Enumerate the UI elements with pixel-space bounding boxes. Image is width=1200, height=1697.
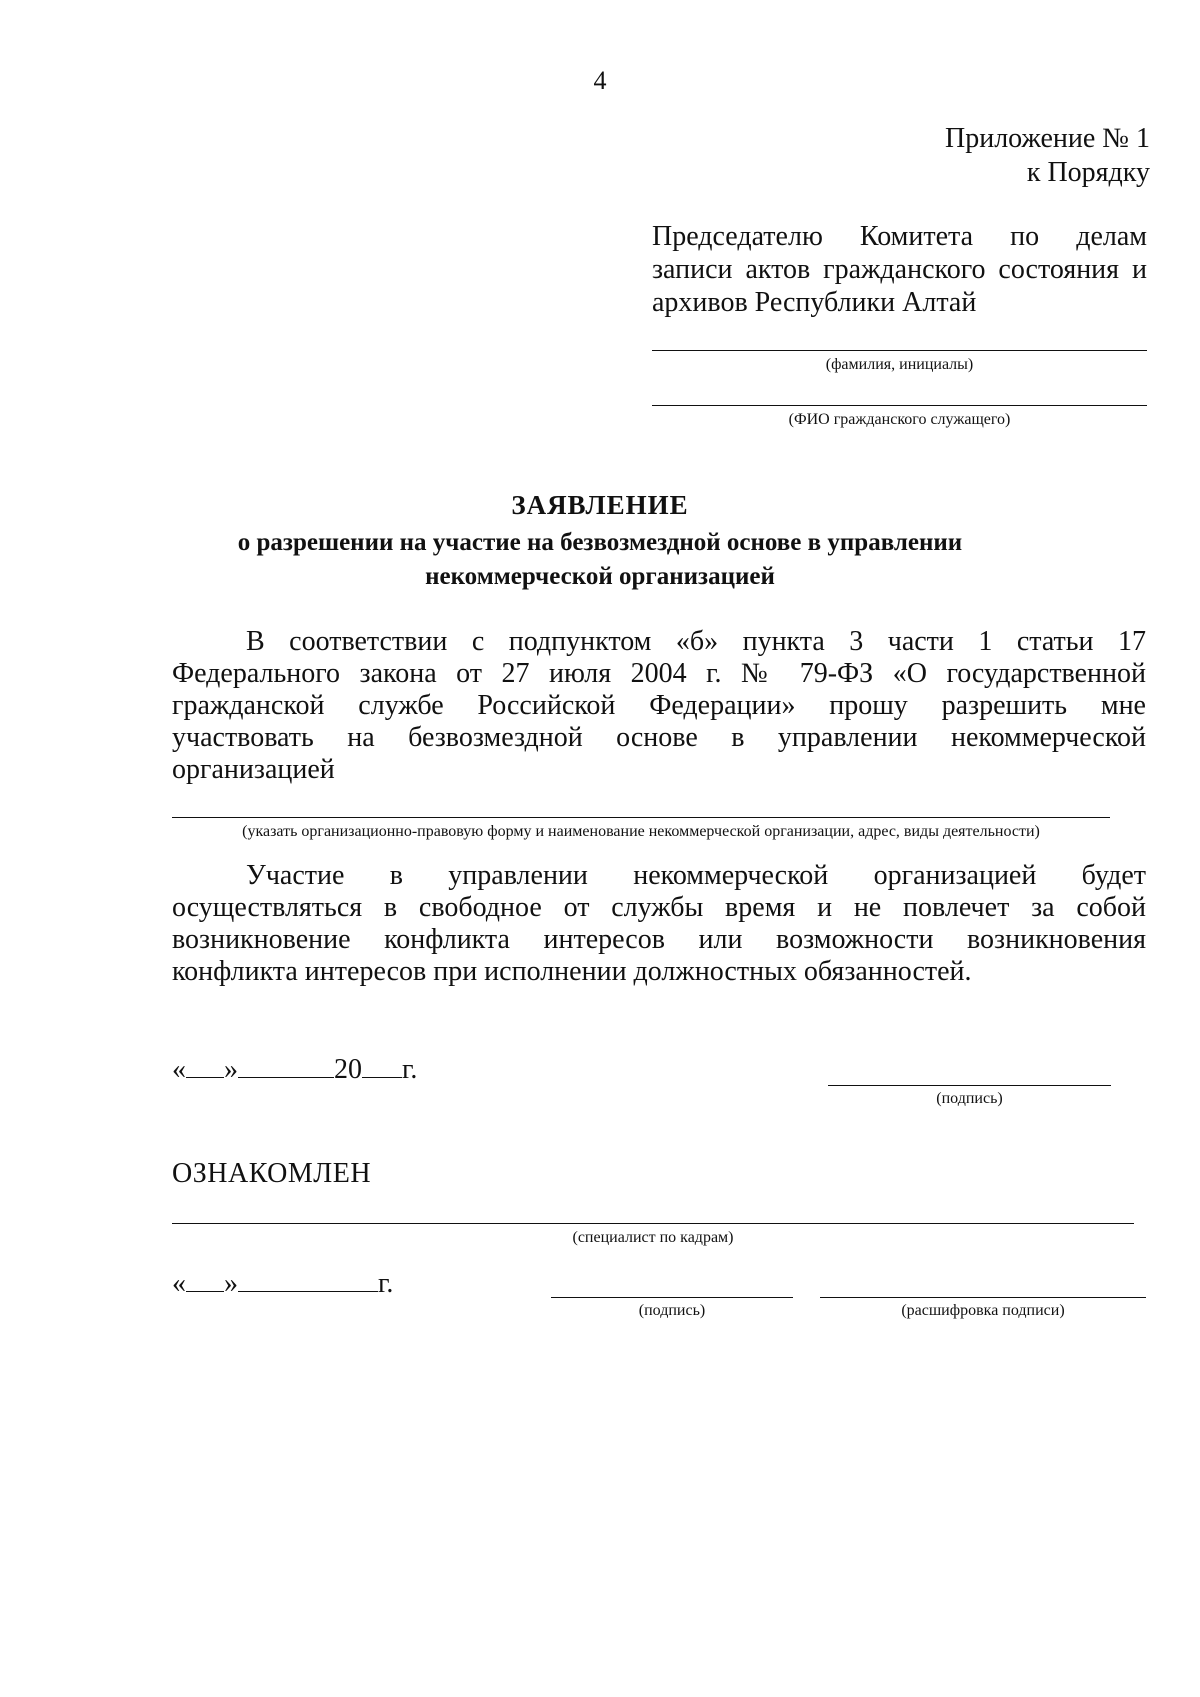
- signature-decode-caption: (расшифровка подписи): [901, 1302, 1065, 1319]
- day-blank: [186, 1055, 224, 1078]
- organization-blank-line: [172, 817, 1110, 818]
- declaration-paragraph: [172, 860, 1146, 988]
- declaration-line-3: возникновение конфликта интересов или возможности возникновения: [172, 924, 1146, 955]
- day2-blank: [186, 1269, 224, 1292]
- servant-name-caption: (ФИО гражданского служащего): [788, 411, 1011, 428]
- month-blank: [238, 1055, 334, 1078]
- addressee-line-1: Председателю Комитета по делам: [652, 221, 1147, 252]
- request-line-2: Федерального закона от 27 июля 2004 г. № 79-ФЗ «О государственной: [172, 658, 1146, 689]
- date2-close-quote: »: [224, 1268, 238, 1299]
- document-title: ЗАЯВЛЕНИЕ: [511, 490, 689, 520]
- addressee-line-2: записи актов гражданского состояния и: [652, 254, 1147, 285]
- request-line-5: организацией: [172, 754, 335, 785]
- request-paragraph: [172, 626, 1146, 786]
- appendix-line-1: Приложение № 1: [945, 123, 1150, 154]
- application-date: [172, 1054, 417, 1086]
- date2-year-suffix: г.: [378, 1268, 394, 1299]
- date-open-quote: «: [172, 1054, 186, 1085]
- acknowledgement-date: [172, 1268, 393, 1300]
- declaration-line-4: конфликта интересов при исполнении должностных обязанностей.: [172, 956, 972, 987]
- date-close-quote: »: [224, 1054, 238, 1085]
- request-line-4: участвовать на безвозмездной основе в управлении некоммерческой: [172, 722, 1146, 753]
- request-line-1: В соответствии с подпунктом «б» пункта 3 части 1 статьи 17: [246, 626, 1146, 657]
- hr-signature-caption: (подпись): [638, 1302, 706, 1319]
- declaration-line-1: Участие в управлении некоммерческой организацией будет: [246, 860, 1146, 891]
- hr-signature-blank-line: [551, 1297, 793, 1298]
- date-century: 20: [334, 1054, 362, 1085]
- subtitle-line-1: о разрешении на участие на безвозмездной основе в управлении: [237, 529, 963, 556]
- organization-caption: (указать организационно-правовую форму и наименование некоммерческой организации, адрес, виды деятельности): [242, 823, 1040, 840]
- hr-specialist-blank-line: [172, 1223, 1134, 1224]
- declaration-line-2: осуществляться в свободное от службы время и не повлечет за собой: [172, 892, 1146, 923]
- signature-caption: (подпись): [936, 1090, 1003, 1107]
- date-year-suffix: г.: [402, 1054, 418, 1085]
- hr-specialist-caption: (специалист по кадрам): [572, 1229, 734, 1246]
- appendix-line-2: к Порядку: [1026, 157, 1150, 188]
- appendix-reference: [945, 122, 1150, 190]
- subtitle-line-2: некоммерческой организацией: [425, 563, 775, 590]
- month-year2-blank: [238, 1269, 378, 1292]
- surname-caption: (фамилия, инициалы): [825, 356, 974, 373]
- date2-open-quote: «: [172, 1268, 186, 1299]
- acknowledged-label: ОЗНАКОМЛЕН: [172, 1158, 372, 1189]
- page-number: 4: [593, 66, 607, 95]
- signature-blank-line: [828, 1085, 1111, 1086]
- document-subtitle: [100, 526, 1100, 594]
- surname-blank-line: [652, 350, 1147, 351]
- year-blank: [362, 1055, 402, 1078]
- servant-name-blank-line: [652, 405, 1147, 406]
- signature-decode-blank-line: [820, 1297, 1146, 1298]
- addressee-block: [652, 220, 1147, 319]
- addressee-line-3: архивов Республики Алтай: [652, 287, 977, 318]
- request-line-3: гражданской службе Российской Федерации» прошу разрешить мне: [172, 690, 1146, 721]
